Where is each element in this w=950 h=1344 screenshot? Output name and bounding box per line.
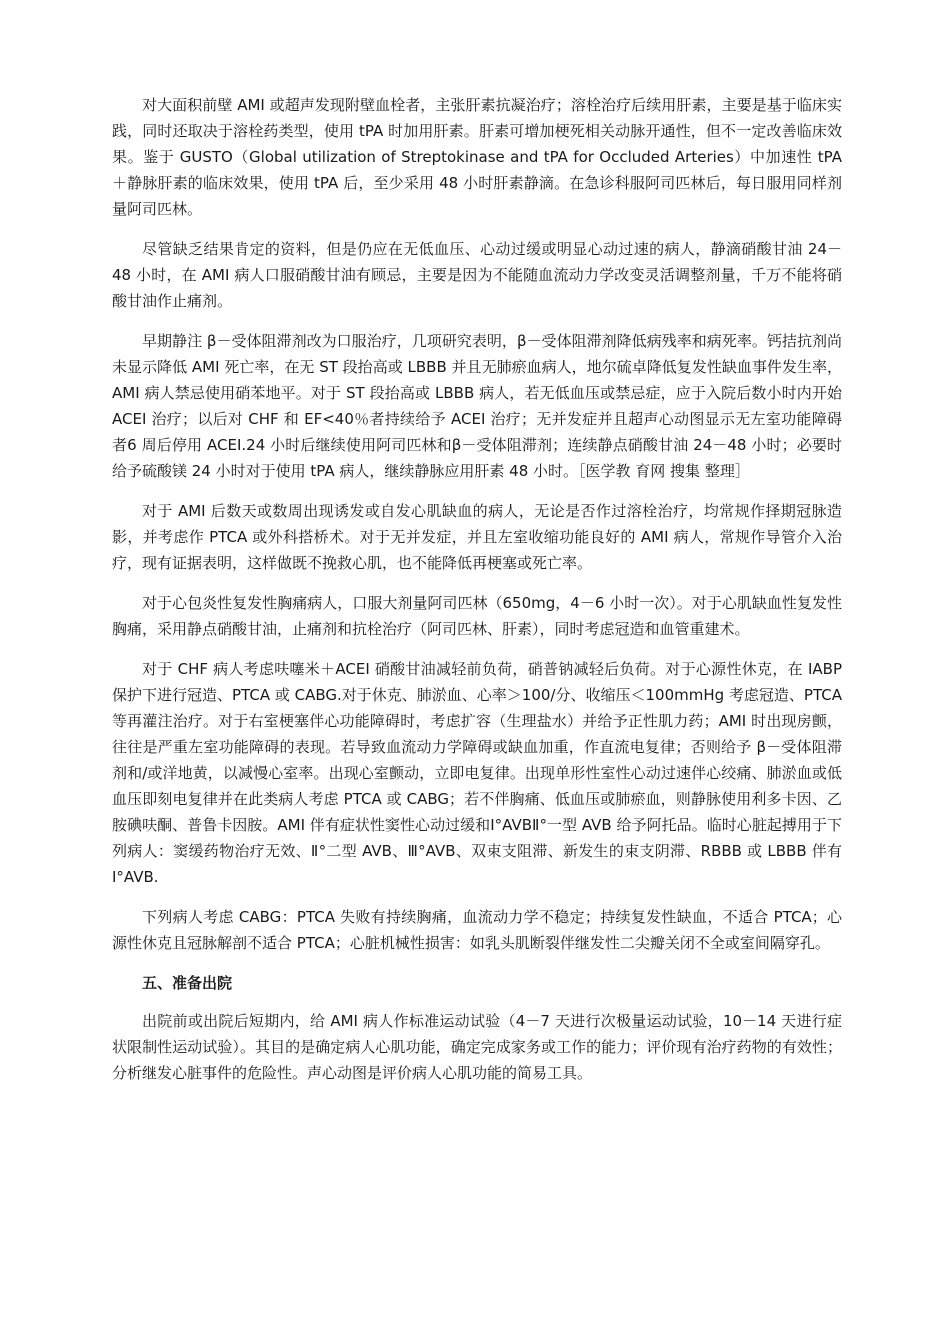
paragraph-heparin: 对大面积前壁 AMI 或超声发现附壁血栓者，主张肝素抗凝治疗；溶栓治疗后续用肝素，主要是基于临床实践，同时还取决于溶栓药类型，使用 tPA 时加用肝素。肝素可增加梗死相关动脉开通性，但不一定改善临床效果。鉴于 GUSTO（Global utilization of Streptokinase and tPA for Occluded Arteries）中加速性 tPA＋静脉肝素的临床效果，使用 tPA 后，至少采用 48 小时肝素静滴。在急诊科服阿司匹林后，每日服用同样剂量阿司匹林。 <box>112 96 842 218</box>
section-heading: 五、准备出院 <box>142 974 233 992</box>
paragraph-cabg: 下列病人考虑 CABG：PTCA 失败有持续胸痛，血流动力学不稳定；持续复发性缺血，不适合 PTCA；心源性休克且冠脉解剖不适合 PTCA；心脏机械性损害：如乳头肌断裂伴继发性二尖瓣关闭不全或室间隔穿孔。 <box>112 908 842 952</box>
paragraph-discharge: 出院前或出院后短期内，给 AMI 病人作标准运动试验（4－7 天进行次极量运动试验，10－14 天进行症状限制性运动试验）。其目的是确定病人心肌功能，确定完成家务或工作的能力；评价现有治疗药物的有效性；分析继发心脏事件的危险性。声心动图是评价病人心肌功能的简易工具。 <box>112 1012 842 1082</box>
paragraph-chf-shock: 对于 CHF 病人考虑呋噻米＋ACEI 硝酸甘油减轻前负荷，硝普钠减轻后负荷。对于心源性休克，在 IABP 保护下进行冠造、PTCA 或 CABG.对于休克、肺淤血、心率＞100/分、收缩压＜100mmHg 考虑冠造、PTCA 等再灌注治疗。对于右室梗塞伴心功能障碍时，考虑扩容（生理盐水）并给予正性肌力药；AMI 时出现房颤，往往是严重左室功能障碍的表现。若导致血流动力学障碍或缺血加重，作直流电复律；否则给予 β－受体阻滞剂和/或洋地黄，以减慢心室率。出现心室颤动，立即电复律。出现单形性室性心动过速伴心绞痛、肺淤血或低血压即刻电复律并在此类病人考虑 PTCA 或 CABG；若不伴胸痛、低血压或肺瘀血，则静脉使用利多卡因、乙胺碘呋酮、普鲁卡因胺。AMI 伴有症状性窦性心动过缓和Ⅰ°AVBⅡ°一型 AVB 给予阿托品。临时心脏起搏用于下列病人：窦缓药物治疗无效、Ⅱ°二型 AVB、Ⅲ°AVB、双束支阻滞、新发生的束支阴滞、RBBB 或 LBBB 伴有Ⅰ°AVB. <box>112 660 842 886</box>
paragraph-beta-blocker: 早期静注 β－受体阻滞剂改为口服治疗，几项研究表明，β－受体阻滞剂降低病残率和病死率。钙拮抗剂尚未显示降低 AMI 死亡率，在无 ST 段抬高或 LBBB 并且无肺瘀血病人，地尔硫卓降低复发性缺血事件发生率，AMI 病人禁忌使用硝苯地平。对于 ST 段抬高或 LBBB 病人，若无低血压或禁忌症，应于入院后数小时内开始 ACEI 治疗；以后对 CHF 和 EF<40％者持续给予 ACEI 治疗；无并发症并且超声心动图显示无左室功能障碍者6 周后停用 ACEI.24 小时后继续使用阿司匹林和β－受体阻滞剂；连续静点硝酸甘油 24－48 小时；必要时给予硫酸镁 24 小时对于使用 tPA 病人，继续静脉应用肝素 48 小时。［医学教 育网 搜集 整理］ <box>112 332 842 480</box>
paragraph-ischemia: 对于 AMI 后数天或数周出现诱发或自发心肌缺血的病人，无论是否作过溶栓治疗，均常规作择期冠脉造影，并考虑作 PTCA 或外科搭桥术。对于无并发症，并且左室收缩功能良好的 AMI 病人，常规作导管介入治疗，现有证据表明，这样做既不挽救心肌，也不能降低再梗塞或死亡率。 <box>112 502 842 572</box>
paragraph-nitroglycerin: 尽管缺乏结果肯定的资料，但是仍应在无低血压、心动过缓或明显心动过速的病人，静滴硝酸甘油 24－48 小时，在 AMI 病人口服硝酸甘油有顾忌，主要是因为不能随血流动力学改变灵活调整剂量，千万不能将硝酸甘油作止痛剂。 <box>112 240 842 310</box>
paragraph-pericarditis: 对于心包炎性复发性胸痛病人，口服大剂量阿司匹林（650mg，4－6 小时一次）。对于心肌缺血性复发性胸痛，采用静点硝酸甘油，止痛剂和抗栓治疗（阿司匹林、肝素），同时考虑冠造和血管重建术。 <box>112 594 842 638</box>
document-page <box>112 92 842 1100</box>
